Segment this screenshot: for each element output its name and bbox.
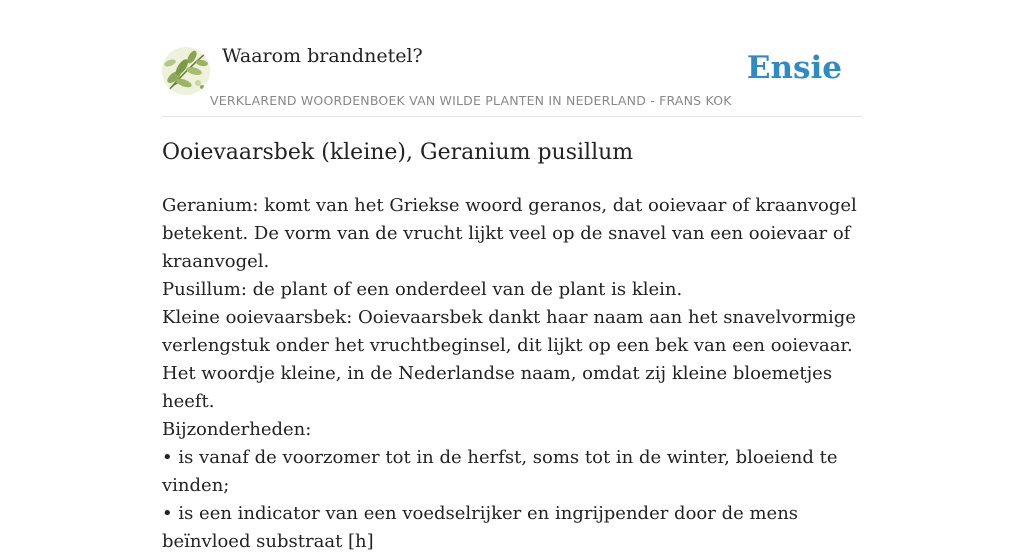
leaf-illustration-icon xyxy=(162,47,210,95)
entry-paragraph: Geranium: komt van het Griekse woord geranos, dat ooievaar of kraanvogel betekent. De vorm van de vrucht lijkt veel op de snavel van een ooievaar of kraanvogel. xyxy=(162,195,857,272)
book-subtitle[interactable]: VERKLAREND WOORDENBOEK VAN WILDE PLANTEN IN NEDERLAND - FRANS KOK xyxy=(210,93,732,108)
book-title[interactable]: Waarom brandnetel? xyxy=(222,45,423,67)
entry-paragraph: • is een indicator van een voedselrijker en ingrijpender door de mens beïnvloed substraat [h] xyxy=(162,503,799,552)
entry-title: Ooievaarsbek (kleine), Geranium pusillum xyxy=(162,140,634,165)
header xyxy=(162,0,862,117)
brand-logo[interactable]: Ensie xyxy=(746,50,842,86)
entry-paragraph: • is vanaf de voorzomer tot in de herfst, soms tot in de winter, bloeiend te vinden; xyxy=(162,447,838,496)
page xyxy=(162,0,862,552)
book-cover-avatar[interactable] xyxy=(162,47,210,95)
entry-paragraph: Pusillum: de plant of een onderdeel van de plant is klein. xyxy=(162,279,683,300)
entry-body xyxy=(162,192,862,556)
entry-paragraph: Kleine ooievaarsbek: Ooievaarsbek dankt haar naam aan het snavelvormige verlengstuk onder het vruchtbeginsel, dit lijkt op een bek van een ooievaar. Het woordje kleine, in de Nederlandse naam, omdat zij kleine bloemetjes heeft. xyxy=(162,307,856,412)
entry-paragraph: Bijzonderheden: xyxy=(162,419,312,440)
